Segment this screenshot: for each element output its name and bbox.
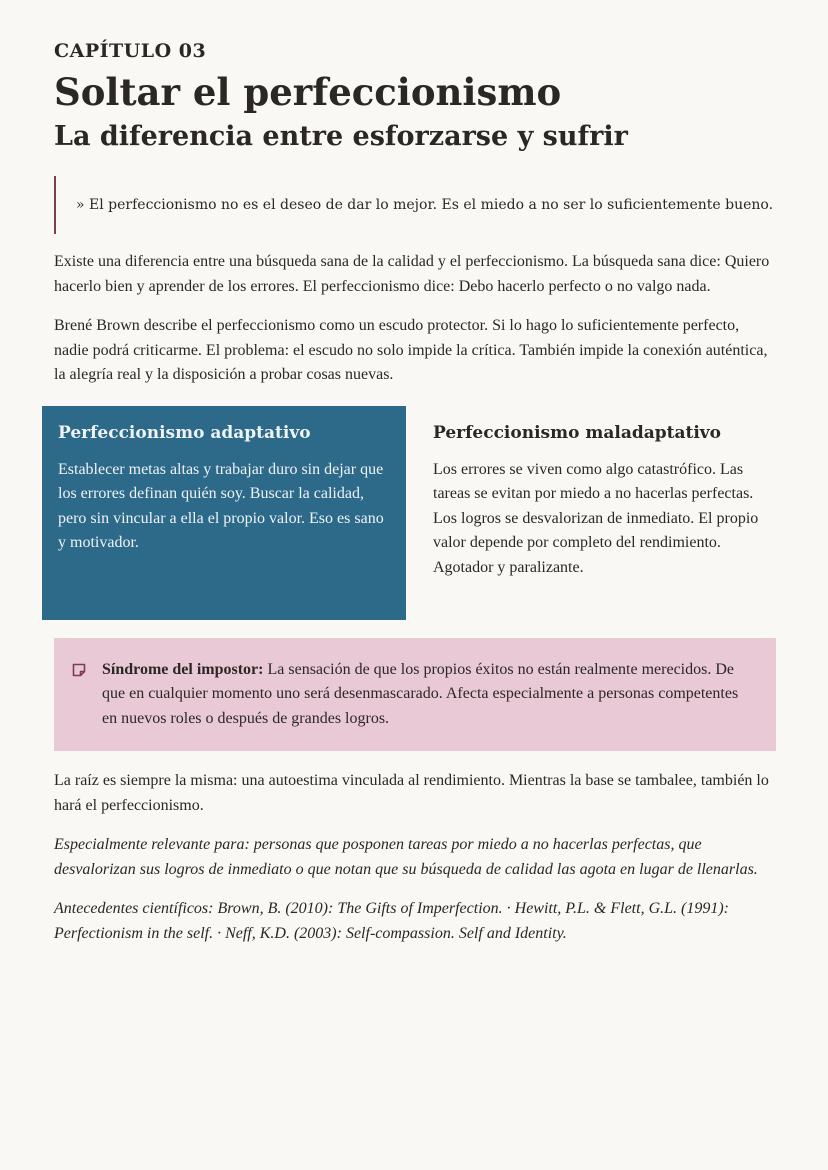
comparison-columns: [42, 406, 776, 620]
note-icon: [72, 661, 86, 675]
pull-quote: » El perfeccionismo no es el deseo de dar lo mejor. Es el miedo a no ser lo suficientemente bueno.: [54, 176, 776, 234]
adaptive-text: Establecer metas altas y trabajar duro sin dejar que los errores definan quién soy. Buscar la calidad, pero sin vincular a ella el propio valor. Eso es sano y motivador.: [58, 460, 384, 551]
adaptive-title: Perfeccionismo adaptativo: [58, 422, 311, 443]
maladaptive-perfectionism-box: [433, 406, 776, 620]
body-paragraph-1: Existe una diferencia entre una búsqueda sana de la calidad y el perfeccionismo. La búsqueda sana dice: Quiero hacerlo bien y aprender de los errores. El perfeccionismo dice: Debo hacerlo perfecto o no valgo nada.: [54, 253, 770, 295]
callout-text: La sensación de que los propios éxitos no están realmente merecidos. De que en cualquier momento uno será desenmascarado. Afecta especialmente a personas competentes en nuevos roles o después de grandes logros.: [102, 660, 739, 727]
maladaptive-title: Perfeccionismo maladaptativo: [433, 422, 722, 443]
relevance-note: Especialmente relevante para: personas que posponen tareas por miedo a no hacerlas perfectas, que desvalorizan sus logros de inmediato o que notan que su búsqueda de calidad las agota en lugar de llenarlas.: [54, 836, 758, 878]
body-paragraph-2: Brené Brown describe el perfeccionismo como un escudo protector. Si lo hago lo suficientemente perfecto, nadie podrá criticarme. El problema: el escudo no solo impide la crítica. También impide la conexión auténtica, la alegría real y la disposición a probar cosas nuevas.: [54, 317, 768, 383]
impostor-callout: [54, 638, 776, 752]
adaptive-perfectionism-box: [42, 406, 406, 620]
page-title: Soltar el perfeccionismo: [54, 70, 562, 114]
chapter-label: CAPÍTULO 03: [54, 40, 207, 62]
maladaptive-text: Los errores se viven como algo catastrófico. Las tareas se evitan por miedo a no hacerlas perfectas. Los logros se desvalorizan de inmediato. El propio valor depende por completo del rendimiento. Agotador y paralizante.: [433, 460, 759, 576]
chapter-page: [54, 40, 776, 961]
references-note: Antecedentes científicos: Brown, B. (2010): The Gifts of Imperfection. · Hewitt, P.L. & Flett, G.L. (1991): Perfectionism in the self. · Neff, K.D. (2003): Self-compassion. Self and Identity.: [54, 900, 729, 942]
closing-paragraph: La raíz es siempre la misma: una autoestima vinculada al rendimiento. Mientras la base se tambalee, también lo hará el perfeccionismo.: [54, 772, 769, 814]
callout-label: Síndrome del impostor:: [102, 660, 264, 678]
page-subtitle: La diferencia entre esforzarse y sufrir: [54, 121, 628, 152]
